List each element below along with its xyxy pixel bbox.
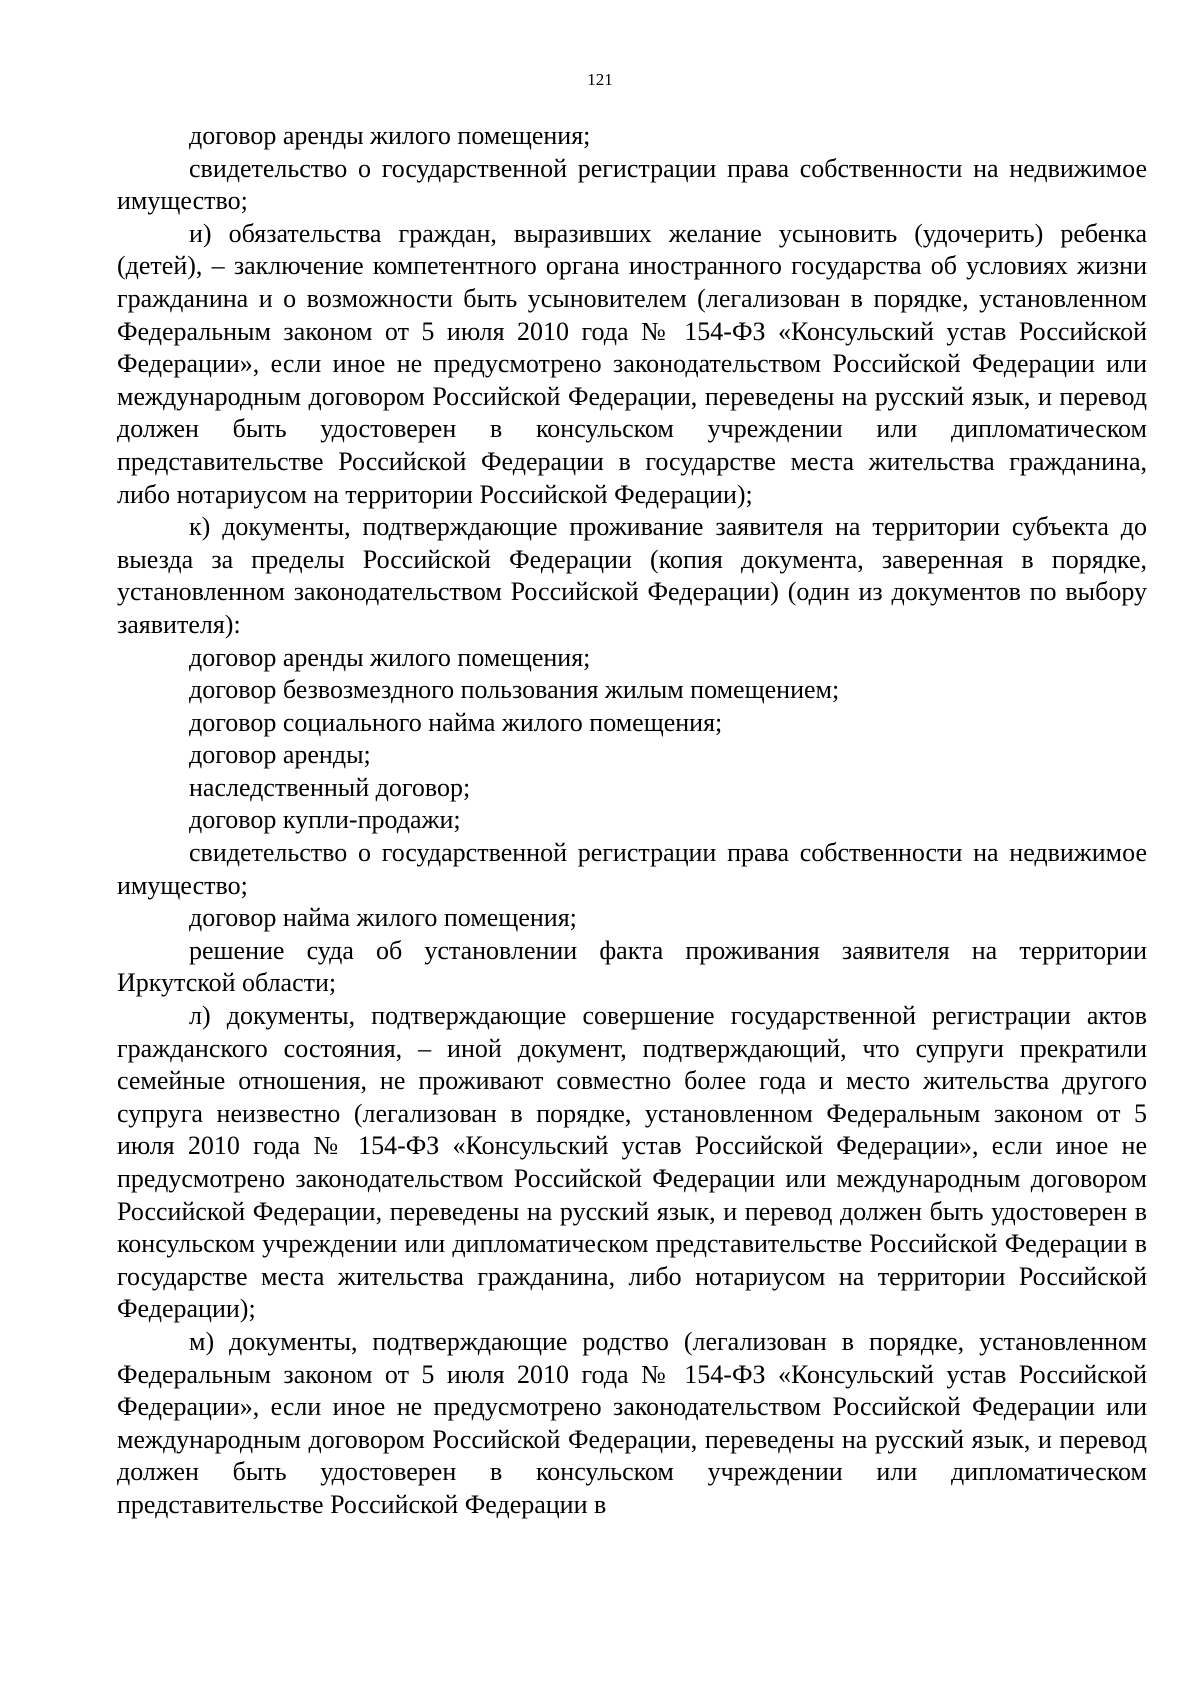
paragraph: договор аренды жилого помещения; bbox=[189, 642, 591, 672]
paragraph: договор найма жилого помещения; bbox=[189, 903, 577, 933]
paragraph: свидетельство о государственной регистрации права собственности на недвижимое имущество; bbox=[117, 838, 1147, 900]
paragraph: свидетельство о государственной регистрации права собственности на недвижимое имущество; bbox=[117, 153, 1147, 216]
paragraph: договор социального найма жилого помещения; bbox=[189, 707, 723, 737]
paragraph: договор аренды жилого помещения; bbox=[189, 121, 591, 150]
paragraph: к) документы, подтверждающие проживание заявителя на территории субъекта до выезда за пределы Российской Федерации (копия документа, заверенная в порядке, установленном законодательством Российской Федерации) (один из документов по выбору заявителя): bbox=[117, 512, 1147, 639]
paragraph: договор купли-продажи; bbox=[189, 805, 461, 835]
paragraph: наследственный договор; bbox=[189, 772, 471, 802]
document-body bbox=[117, 120, 1147, 1522]
paragraph: и) обязательства граждан, выразивших желание усыновить (удочерить) ребенка (детей), – заключение компетентного органа иностранного государства об условиях жизни гражданина и о возможности быть усыновителем (легализован в порядке, установленном Федеральным законом от 5 июля 2010 года № 154-ФЗ «Консульский устав Российской Федерации», если иное не предусмотрено законодательством Российской Федерации или международным договором Российской Федерации, переведены на русский язык, и перевод должен быть удостоверен в консульском учреждении или дипломатическом представительстве Российской Федерации в государстве места жительства гражданина, либо нотариусом на территории Российской Федерации); bbox=[117, 218, 1147, 509]
paragraph: л) документы, подтверждающие совершение государственной регистрации актов гражданского состояния, – иной документ, подтверждающий, что супруги прекратили семейные отношения, не проживают совместно более года и место жительства другого супруга неизвестно (легализован в порядке, установленном Федеральным законом от 5 июля 2010 года № 154-ФЗ «Консульский устав Российской Федерации», если иное не предусмотрено законодательством Российской Федерации или международным договором Российской Федерации, переведены на русский язык, и перевод должен быть удостоверен в консульском учреждении или дипломатическом представительстве Российской Федерации в государстве места жительства гражданина, либо нотариусом на территории Российской Федерации); bbox=[117, 1001, 1147, 1324]
paragraph: договор безвозмездного пользования жилым помещением; bbox=[189, 675, 840, 705]
paragraph: договор аренды; bbox=[189, 740, 371, 770]
paragraph: м) документы, подтверждающие родство (легализован в порядке, установленном Федеральным законом от 5 июля 2010 года № 154-ФЗ «Консульский устав Российской Федерации», если иное не предусмотрено законодательством Российской Федерации или международным договором Российской Федерации, переведены на русский язык, и перевод должен быть удостоверен в консульском учреждении или дипломатическом представительстве Российской Федерации в bbox=[117, 1326, 1147, 1519]
paragraph: решение суда об установлении факта проживания заявителя на территории Иркутской области; bbox=[117, 935, 1147, 998]
page-number: 121 bbox=[587, 70, 613, 89]
